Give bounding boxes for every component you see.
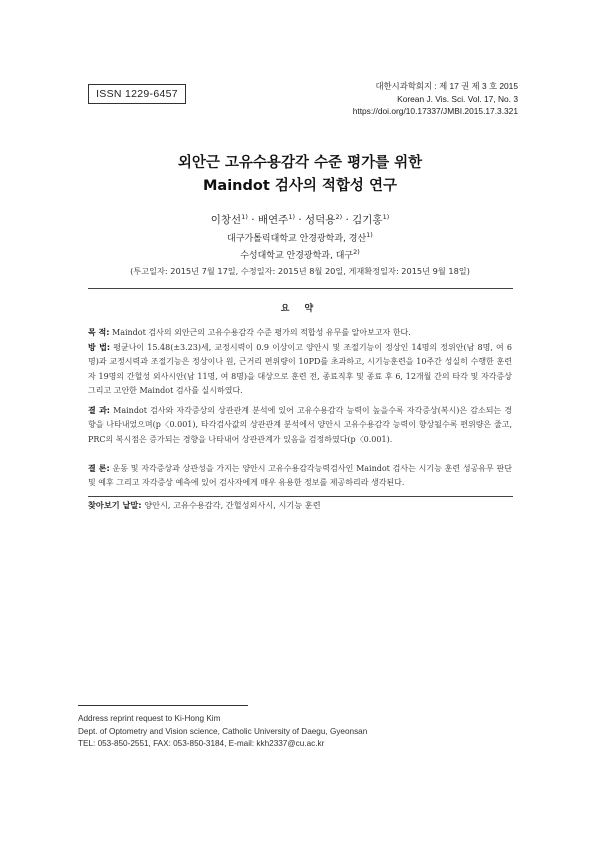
conclusion-text: 운동 및 자각증상과 상관성을 가지는 양안시 고유수용감각능력검사인 Maindot 검사는 시기능 훈련 성공유무 판단 및 예후 그리고 자각증상 예측에 있어 검사자에게 매우 유용한 정보를 제공하리라 생각된다. xyxy=(88,464,513,488)
methods-text: 평균나이 15.48(±3.23)세, 교정시력이 0.9 이상이고 양안시 및 조절기능이 정상인 14명의 정위안(남 8명, 여 6명)과 교정시력과 조절기능은 정상이나 원, 근거리 편위량이 10PD를 초과하고, 시기능훈련을 10주간 성실히 수행한 훈련자 19명의 간헐성 외사시안(남 11명, 여 8명)을 대상으로 훈련 전, 종료직후 및 종료 후 6, 12개월 간의 타각 및 자각증상 그리고 고안한 Maindot 검사를 실시하였다. xyxy=(88,343,512,396)
affiliation-text: 수성대학교 안경광학과, 대구 xyxy=(240,251,354,261)
journal-doi: https://doi.org/10.17337/JMBI.2015.17.3.321 xyxy=(352,106,518,116)
submission-dates: (투고일자: 2015년 7월 17일, 수정일자: 2015년 8월 20일, 게재확정일자: 2015년 9월 18일) xyxy=(130,266,470,276)
purpose-text: Maindot 검사의 외안근의 고유수용감각 수준 평가의 적합성 유무를 알아보고자 한다. xyxy=(112,328,411,337)
keywords-label: 찾아보기 낱말: xyxy=(88,500,142,510)
footnote-reprint: Address reprint request to Ki-Hong Kim xyxy=(78,714,221,723)
author-separator: · xyxy=(247,214,258,226)
footnote-contact: TEL: 053-850-2551, FAX: 053-850-3184, E-mail: kkh2337@cu.ac.kr xyxy=(78,739,325,748)
affiliation-text: 대구가톨릭대학교 안경광학과, 경산 xyxy=(227,234,367,244)
footnote-rule xyxy=(78,705,248,706)
results-text: Maindot 검사와 자각증상의 상관관계 분석에 있어 고유수용감각 능력이 높을수록 자각증상(복시)은 감소되는 경향을 나타내었으며(p〈0.001), 타각검사값의 상관관계 분석에서 양안시 고유수용감각 능력이 향상될수록 편위량은 줄고, PRC의 복시점은 증가되는 경향을 나타내어 상관관계가 있음을 검정하였다(p〈0.001). xyxy=(88,406,512,444)
affiliation-1 xyxy=(0,231,600,244)
footnote-dept: Dept. of Optometry and Vision science, Catholic University of Daegu, Gyeonsan xyxy=(78,726,368,736)
author-sup: 1) xyxy=(241,213,248,221)
abstract-results xyxy=(88,404,512,447)
issn-box: ISSN 1229-6457 xyxy=(88,84,186,104)
methods-label: 방 법: xyxy=(88,343,111,352)
conclusion-label: 결 론: xyxy=(88,464,110,473)
journal-korean: 대한시과학회지 : 제 17 권 제 3 호 2015 xyxy=(375,81,518,91)
affiliation-sup: 2) xyxy=(353,248,360,256)
footnote xyxy=(78,713,367,751)
author-sup: 1) xyxy=(382,213,390,221)
journal-english: Korean J. Vis. Sci. Vol. 17, No. 3 xyxy=(397,93,518,104)
journal-info xyxy=(353,80,518,118)
author-separator: · xyxy=(342,214,353,226)
abstract-heading: 요 약 xyxy=(280,304,320,314)
title-line-1: 외안근 고유수용감각 수준 평가를 위한 xyxy=(177,155,423,171)
affiliation-2 xyxy=(0,248,600,261)
author-sup: 2) xyxy=(335,213,343,221)
results-label: 결 과: xyxy=(88,406,111,415)
abstract-methods xyxy=(88,341,512,399)
author-name: 김기홍 xyxy=(352,214,383,226)
author-name: 배연주 xyxy=(257,214,289,226)
abstract-conclusion xyxy=(88,462,512,491)
keywords xyxy=(88,500,321,511)
author-list xyxy=(0,212,600,227)
author-separator: · xyxy=(294,214,305,226)
title-line-2: Maindot 검사의 적합성 연구 xyxy=(203,178,397,194)
purpose-label: 목 적: xyxy=(88,328,110,337)
author-name: 이창선 xyxy=(210,214,242,226)
author-sup: 1) xyxy=(288,213,295,221)
author-name: 성덕용 xyxy=(305,214,336,226)
abstract-purpose xyxy=(88,326,512,340)
affiliation-sup: 1) xyxy=(366,231,373,239)
keywords-value: 양안시, 고유수용감각, 간헐성외사시, 시기능 훈련 xyxy=(144,500,321,510)
divider-bottom xyxy=(88,496,513,497)
divider-top xyxy=(88,288,513,289)
